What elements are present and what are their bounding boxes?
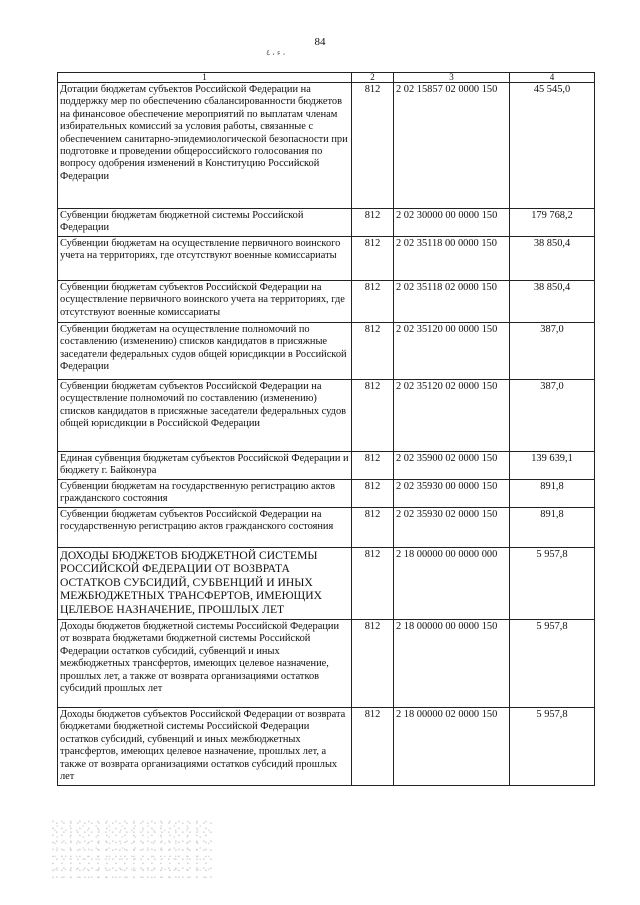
amount: 5 957,8 [510, 620, 595, 708]
table-header-row [58, 73, 595, 83]
administrator-code: 812 [352, 323, 394, 380]
table-row [58, 83, 595, 209]
administrator-code: 812 [352, 620, 394, 708]
table-row [58, 323, 595, 380]
table-row [58, 281, 595, 323]
revenue-name: Доходы бюджетов бюджетной системы Российской Федерации от возврата бюджетами бюджетной системы Российской Федерации остатков субсидий, субвенций и иных межбюджетных трансфертов, имеющих целевое назначение, прошлых лет, а также от возврата организациями остатков субсидий прошлых лет [58, 620, 352, 708]
budget-classification-code: 2 02 35120 00 0000 150 [394, 323, 510, 380]
revenue-name: Субвенции бюджетам бюджетной системы Российской Федерации [58, 209, 352, 237]
revenue-name: Субвенции бюджетам субъектов Российской Федерации на осуществление первичного воинского учета на территориях, где отсутствуют военные комиссариаты [58, 281, 352, 323]
budget-classification-code: 2 18 00000 00 0000 000 [394, 548, 510, 620]
table-row [58, 548, 595, 620]
column-header-4: 4 [510, 73, 595, 83]
table-row [58, 480, 595, 508]
administrator-code: 812 [352, 281, 394, 323]
budget-classification-code: 2 02 35120 02 0000 150 [394, 380, 510, 452]
amount: 5 957,8 [510, 548, 595, 620]
budget-classification-code: 2 02 35930 00 0000 150 [394, 480, 510, 508]
amount: 45 545,0 [510, 83, 595, 209]
table-row [58, 508, 595, 548]
budget-revenue-table [57, 72, 595, 786]
scan-mark: ء ، ٤ ، [266, 48, 286, 57]
revenue-name: Субвенции бюджетам субъектов Российской Федерации на осуществление полномочий по составлению (изменению) списков кандидатов в присяжные заседатели федеральных судов общей юрисдикции в Российской Федерации [58, 380, 352, 452]
amount: 387,0 [510, 323, 595, 380]
revenue-name: Доходы бюджетов субъектов Российской Федерации от возврата бюджетами бюджетной системы Российской Федерации остатков субсидий, субвенций и иных межбюджетных трансфертов, имеющих целевое назначение, прошлых лет, а также от возврата организациями остатков субсидий прошлых лет [58, 708, 352, 786]
table-row [58, 708, 595, 786]
revenue-name: ДОХОДЫ БЮДЖЕТОВ БЮДЖЕТНОЙ СИСТЕМЫ РОССИЙСКОЙ ФЕДЕРАЦИИ ОТ ВОЗВРАТА ОСТАТКОВ СУБСИДИЙ, СУБВЕНЦИЙ И ИНЫХ МЕЖБЮДЖЕТНЫХ ТРАНСФЕРТОВ, ИМЕЮЩИХ ЦЕЛЕВОЕ НАЗНАЧЕНИЕ, ПРОШЛЫХ ЛЕТ [58, 548, 352, 620]
amount: 38 850,4 [510, 281, 595, 323]
budget-classification-code: 2 18 00000 00 0000 150 [394, 620, 510, 708]
table-row [58, 452, 595, 480]
page-number: 84 [314, 36, 326, 48]
revenue-name: Субвенции бюджетам на осуществление полномочий по составлению (изменению) списков кандидатов в присяжные заседатели федеральных судов общей юрисдикции в Российской Федерации [58, 323, 352, 380]
scan-noise [52, 820, 212, 880]
table-row [58, 209, 595, 237]
revenue-name: Субвенции бюджетам на осуществление первичного воинского учета на территориях, где отсутствуют военные комиссариаты [58, 237, 352, 281]
revenue-name: Дотации бюджетам субъектов Российской Федерации на поддержку мер по обеспечению сбалансированности бюджетов на финансовое обеспечение мероприятий по выплатам членам избирательных комиссий за условия работы, связанные с обеспечением санитарно-эпидемиологической безопасности при подготовке и проведении общероссийского голосования по вопросу одобрения изменений в Конституцию Российской Федерации [58, 83, 352, 209]
amount: 891,8 [510, 480, 595, 508]
budget-classification-code: 2 02 35118 00 0000 150 [394, 237, 510, 281]
amount: 179 768,2 [510, 209, 595, 237]
table-row [58, 380, 595, 452]
administrator-code: 812 [352, 548, 394, 620]
amount: 38 850,4 [510, 237, 595, 281]
revenue-name: Субвенции бюджетам на государственную регистрацию актов гражданского состояния [58, 480, 352, 508]
budget-classification-code: 2 02 35900 02 0000 150 [394, 452, 510, 480]
revenue-name: Субвенции бюджетам субъектов Российской Федерации на государственную регистрацию актов гражданского состояния [58, 508, 352, 548]
administrator-code: 812 [352, 209, 394, 237]
administrator-code: 812 [352, 708, 394, 786]
administrator-code: 812 [352, 83, 394, 209]
administrator-code: 812 [352, 452, 394, 480]
table-row [58, 620, 595, 708]
amount: 139 639,1 [510, 452, 595, 480]
amount: 387,0 [510, 380, 595, 452]
column-header-2: 2 [352, 73, 394, 83]
budget-classification-code: 2 02 15857 02 0000 150 [394, 83, 510, 209]
budget-classification-code: 2 02 30000 00 0000 150 [394, 209, 510, 237]
budget-classification-code: 2 02 35118 02 0000 150 [394, 281, 510, 323]
administrator-code: 812 [352, 380, 394, 452]
administrator-code: 812 [352, 508, 394, 548]
administrator-code: 812 [352, 237, 394, 281]
table-row [58, 237, 595, 281]
column-header-3: 3 [394, 73, 510, 83]
amount: 5 957,8 [510, 708, 595, 786]
column-header-1: 1 [58, 73, 352, 83]
amount: 891,8 [510, 508, 595, 548]
budget-classification-code: 2 02 35930 02 0000 150 [394, 508, 510, 548]
administrator-code: 812 [352, 480, 394, 508]
budget-classification-code: 2 18 00000 02 0000 150 [394, 708, 510, 786]
revenue-name: Единая субвенция бюджетам субъектов Российской Федерации и бюджету г. Байконура [58, 452, 352, 480]
